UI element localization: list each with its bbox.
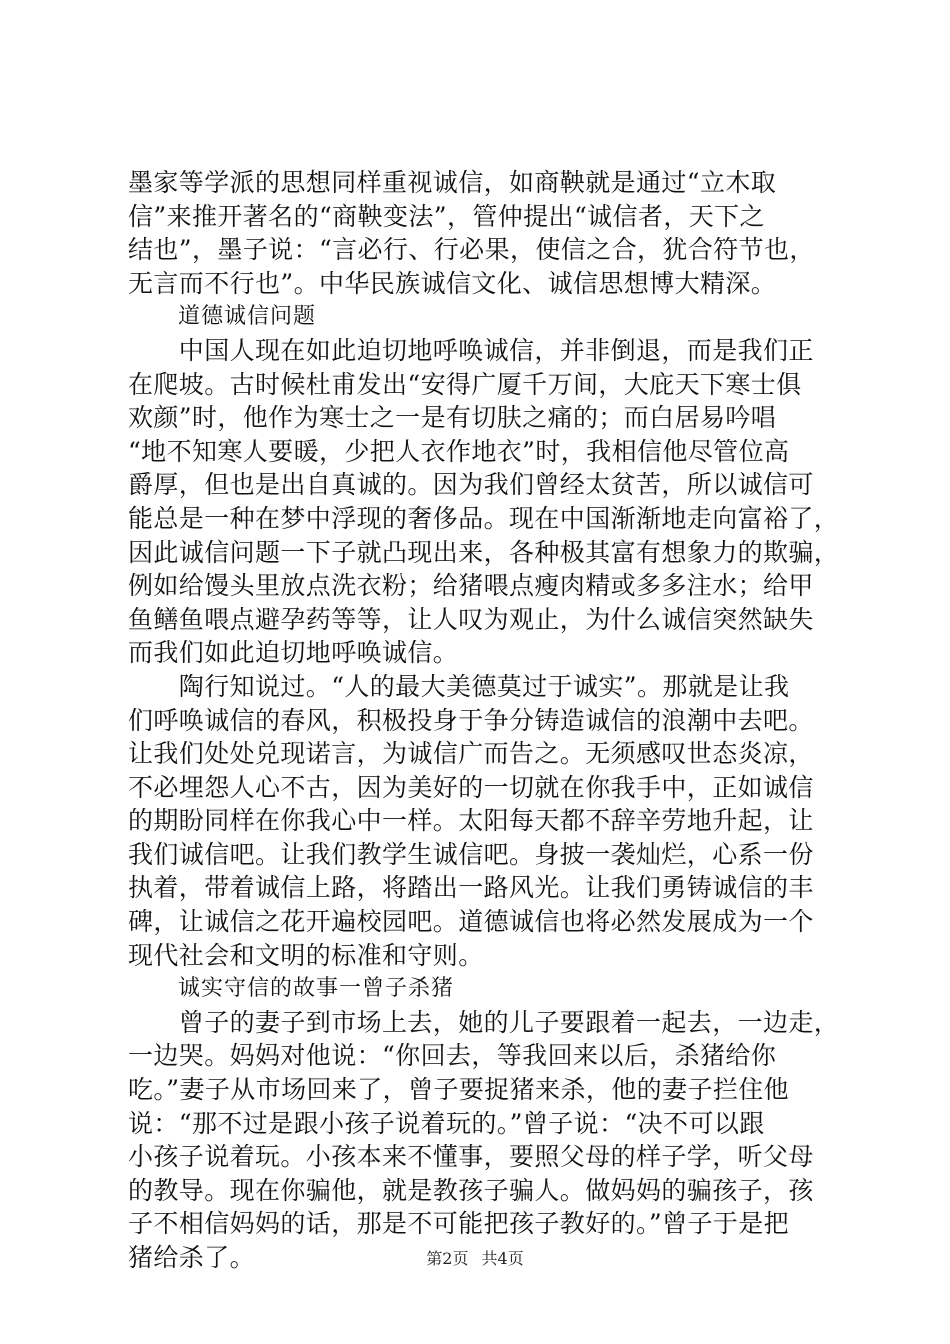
text-line: 现代社会和文明的标准和守则。 bbox=[128, 940, 484, 970]
text-line: 让我们处处兑现诺言，为诚信广而告之。无须感叹世态炎凉， bbox=[128, 739, 814, 769]
paragraph-4 bbox=[128, 1006, 840, 1275]
text-line: 能总是一种在梦中浮现的奢侈品。现在中国渐渐地走向富裕了， bbox=[128, 503, 840, 533]
text-line: 的期盼同样在你我心中一样。太阳每天都不辞辛劳地升起，让 bbox=[128, 806, 814, 836]
text-line: 陶行知说过。“人的最大美德莫过于诚实”。那就是让我 bbox=[128, 671, 790, 701]
text-line: 的教导。现在你骗他，就是教孩子骗人。做妈妈的骗孩子，孩 bbox=[128, 1175, 814, 1205]
text-line: 执着，带着诚信上路，将踏出一路风光。让我们勇铸诚信的丰 bbox=[128, 873, 814, 903]
text-line: 一边哭。妈妈对他说：“你回去，等我回来以后，杀猪给你 bbox=[128, 1041, 777, 1071]
text-line: 无言而不行也”。中华民族诚信文化、诚信思想博大精深。 bbox=[128, 268, 777, 298]
paragraph-3 bbox=[128, 670, 828, 972]
text-line: 不必埋怨人心不古，因为美好的一切就在你我手中，正如诚信 bbox=[128, 772, 814, 802]
text-line: 信”来推开著名的“商鞅变法”，管仲提出“诚信者，天下之 bbox=[128, 201, 765, 231]
page-total: 共4页 bbox=[481, 1249, 524, 1268]
text-line: 子不相信妈妈的话，那是不可能把孩子教好的。”曾子于是把 bbox=[128, 1209, 790, 1239]
text-line: 小孩子说着玩。小孩本来不懂事，要照父母的样子学，听父母 bbox=[128, 1142, 814, 1172]
text-line: 因此诚信问题一下子就凸现出来，各种极其富有想象力的欺骗， bbox=[128, 537, 840, 567]
text-line: “地不知寒人要暖，少把人衣作地衣”时，我相信他尽管位高 bbox=[128, 436, 790, 466]
text-line: 猪给杀了。 bbox=[128, 1243, 256, 1272]
text-line: 而我们如此迫切地呼唤诚信。 bbox=[128, 638, 459, 668]
text-line: 说：“那不过是跟小孩子说着玩的。”曾子说：“决不可以跟 bbox=[128, 1108, 765, 1138]
text-line: 墨家等学派的思想同样重视诚信，如商鞅就是通过“立木取 bbox=[128, 168, 777, 197]
text-line: 中国人现在如此迫切地呼唤诚信，并非倒退，而是我们正 bbox=[128, 335, 814, 365]
text-line: 我们诚信吧。让我们教学生诚信吧。身披一袭灿烂，心系一份 bbox=[128, 839, 814, 869]
text-line: 碑，让诚信之花开遍校园吧。道德诚信也将必然发展成为一个 bbox=[128, 907, 814, 937]
paragraph-2 bbox=[128, 334, 840, 670]
text-line: 结也”，墨子说：“言必行、行必果，使信之合，犹合符节也， bbox=[128, 235, 815, 265]
text-line: 鱼鳝鱼喂点避孕药等等，让人叹为观止，为什么诚信突然缺失 bbox=[128, 604, 814, 634]
page-number: 第2页 bbox=[426, 1249, 469, 1268]
text-line: 们呼唤诚信的春风，积极投身于争分铸造诚信的浪潮中去吧。 bbox=[128, 705, 814, 735]
section-heading-moral-integrity: 道德诚信问题 bbox=[178, 304, 317, 330]
text-line: 爵厚，但也是出自真诚的。因为我们曾经太贫苦，所以诚信可 bbox=[128, 470, 814, 500]
text-line: 曾子的妻子到市场上去，她的儿子要跟着一起去，一边走， bbox=[128, 1007, 840, 1037]
text-line: 例如给馒头里放点洗衣粉；给猪喂点瘦肉精或多多注水；给甲 bbox=[128, 571, 814, 601]
text-line: 欢颜”时，他作为寒士之一是有切肤之痛的；而白居易吟唱 bbox=[128, 403, 777, 433]
paragraph-1 bbox=[128, 166, 828, 300]
page-footer bbox=[0, 1246, 950, 1269]
document-body bbox=[128, 166, 840, 1275]
text-line: 吃。”妻子从市场回来了，曾子要捉猪来杀，他的妻子拦住他 bbox=[128, 1075, 790, 1105]
text-line: 在爬坡。古时候杜甫发出“安得广厦千万间，大庇天下寒士俱 bbox=[128, 369, 802, 399]
section-heading-zengzi-story: 诚实守信的故事一曾子杀猪 bbox=[178, 976, 455, 1002]
